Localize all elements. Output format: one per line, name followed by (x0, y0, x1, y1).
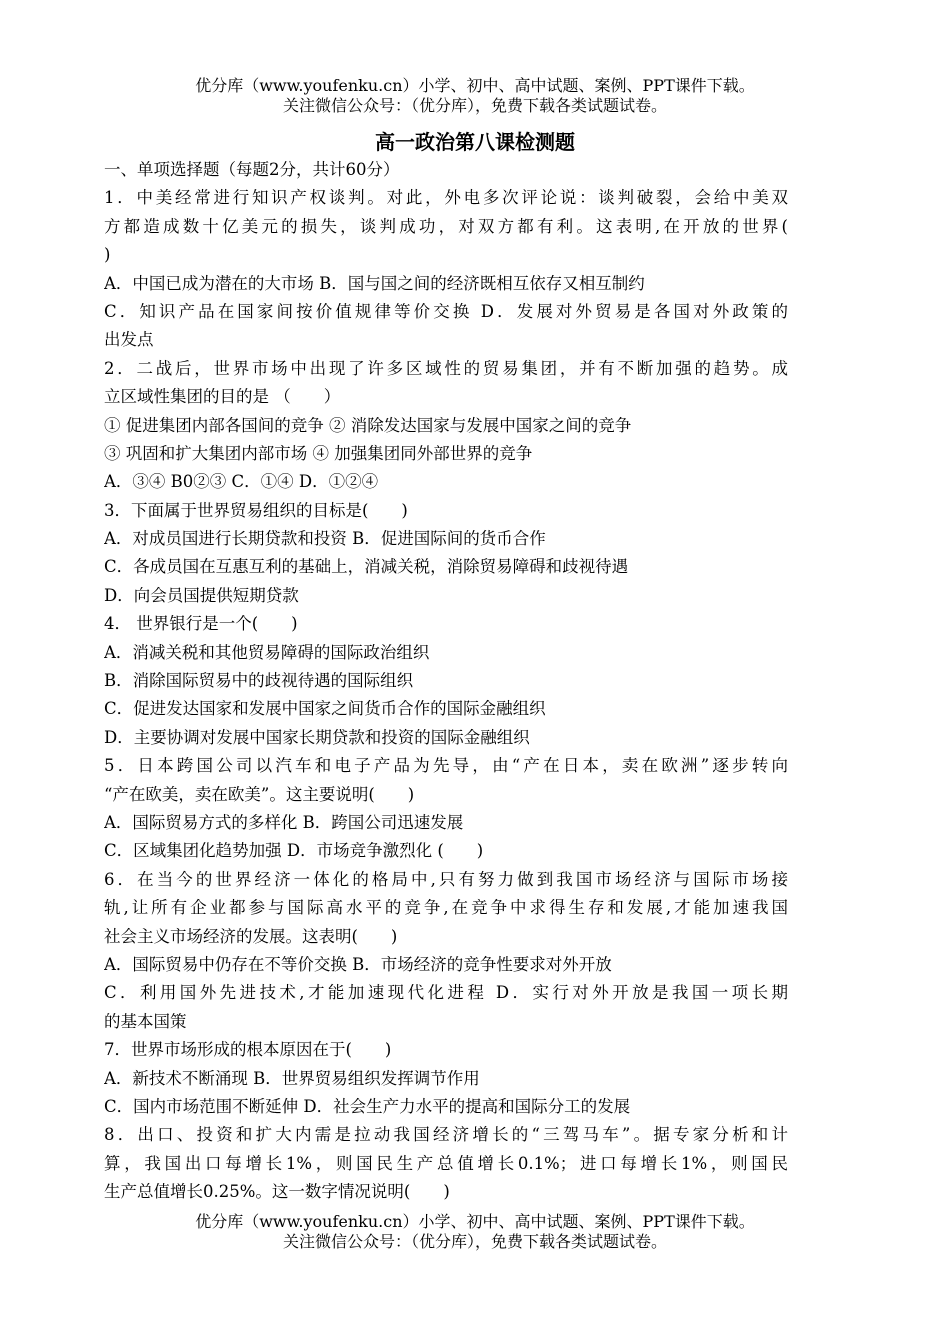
text-line: C．区域集团化趋势加强 D．市场竞争激烈化 ( ) (104, 841, 484, 861)
document-title: 高一政治第八课检测题 (375, 130, 575, 154)
footer-line-1: 优分库（www.youfenku.cn）小学、初中、高中试题、案例、PPT课件下载。 (195, 1212, 755, 1231)
text-line: C．各成员国在互惠互利的基础上，消减关税，消除贸易障碍和歧视待遇 (104, 557, 629, 577)
text-line: “产在欧美，卖在欧美”。这主要说明( ) (104, 784, 415, 804)
text-line: 算，我国出口每增长1%，则国民生产总值增长0.1%；进口每增长1%，则国民 (104, 1153, 788, 1173)
text-line: ③ 巩固和扩大集团内部市场 ④ 加强集团同外部世界的竞争 (104, 443, 533, 463)
text-line: ) (104, 245, 111, 265)
text-line: D．主要协调对发展中国家长期贷款和投资的国际金融组织 (104, 727, 530, 747)
text-line: 出发点 (104, 330, 154, 350)
text-line: D．向会员国提供短期贷款 (104, 585, 299, 605)
text-line: 8．出口、投资和扩大内需是拉动我国经济增长的“三驾马车”。据专家分析和计 (104, 1125, 788, 1145)
text-line: ① 促进集团内部各国间的竞争 ② 消除发达国家与发展中国家之间的竞争 (104, 415, 632, 435)
header-line-2: 关注微信公众号：（优分库），免费下载各类试题试卷。 (282, 96, 667, 115)
section-heading: 一、单项选择题（每题2分，共计60分） (104, 160, 400, 179)
page-footer (0, 1212, 950, 1252)
document-body (104, 156, 788, 1206)
text-line: C．利用国外先进技术,才能加速现代化进程 D．实行对外开放是我国一项长期 (104, 983, 788, 1003)
text-line: 5．日本跨国公司以汽车和电子产品为先导，由“产在日本，卖在欧洲”逐步转向 (104, 756, 788, 776)
text-line: 方都造成数十亿美元的损失，谈判成功，对双方都有利。这表明,在开放的世界( (104, 216, 788, 236)
page-header (0, 76, 950, 116)
header-line-1: 优分库（www.youfenku.cn）小学、初中、高中试题、案例、PPT课件下载。 (195, 76, 755, 95)
text-line: A．国际贸易中仍存在不等价交换 B．市场经济的竞争性要求对外开放 (104, 954, 612, 974)
text-line: A．对成员国进行长期贷款和投资 B．促进国际间的货币合作 (104, 529, 546, 549)
text-line: 轨,让所有企业都参与国际高水平的竞争,在竞争中求得生存和发展,才能加速我国 (104, 898, 788, 918)
text-line: 生产总值增长0.25%。这一数字情况说明( ) (104, 1182, 450, 1202)
text-line: C．知识产品在国家间按价值规律等价交换 D．发展对外贸易是各国对外政策的 (104, 301, 788, 321)
text-line: A．中国已成为潜在的大市场 B．国与国之间的经济既相互依存又相互制约 (104, 273, 645, 293)
text-line: 2．二战后，世界市场中出现了许多区域性的贸易集团，并有不断加强的趋势。成 (104, 358, 788, 378)
text-line: 的基本国策 (104, 1011, 187, 1031)
text-line: 4． 世界银行是一个( ) (104, 614, 298, 634)
question-lines (104, 184, 788, 1206)
text-line: C．国内市场范围不断延伸 D．社会生产力水平的提高和国际分工的发展 (104, 1096, 631, 1116)
text-line: 7．世界市场形成的根本原因在于( ) (104, 1040, 392, 1060)
text-line: A．国际贸易方式的多样化 B．跨国公司迅速发展 (104, 812, 464, 832)
text-line: 社会主义市场经济的发展。这表明( ) (104, 926, 398, 946)
text-line: A．新技术不断涌现 B．世界贸易组织发挥调节作用 (104, 1068, 480, 1088)
text-line: 1．中美经常进行知识产权谈判。对此，外电多次评论说：谈判破裂，会给中美双 (104, 188, 788, 208)
text-line: A．③④ B0②③ C．①④ D．①②④ (104, 472, 379, 492)
text-line: C．促进发达国家和发展中国家之间货币合作的国际金融组织 (104, 699, 546, 719)
text-line: 6．在当今的世界经济一体化的格局中,只有努力做到我国市场经济与国际市场接 (104, 869, 788, 889)
text-line: B．消除国际贸易中的歧视待遇的国际组织 (104, 671, 414, 691)
text-line: 3．下面属于世界贸易组织的目标是( ) (104, 500, 408, 520)
footer-line-2: 关注微信公众号：（优分库），免费下载各类试题试卷。 (282, 1232, 667, 1251)
text-line: 立区域性集团的目的是 （ ） (104, 387, 341, 407)
text-line: A．消减关税和其他贸易障碍的国际政治组织 (104, 642, 430, 662)
